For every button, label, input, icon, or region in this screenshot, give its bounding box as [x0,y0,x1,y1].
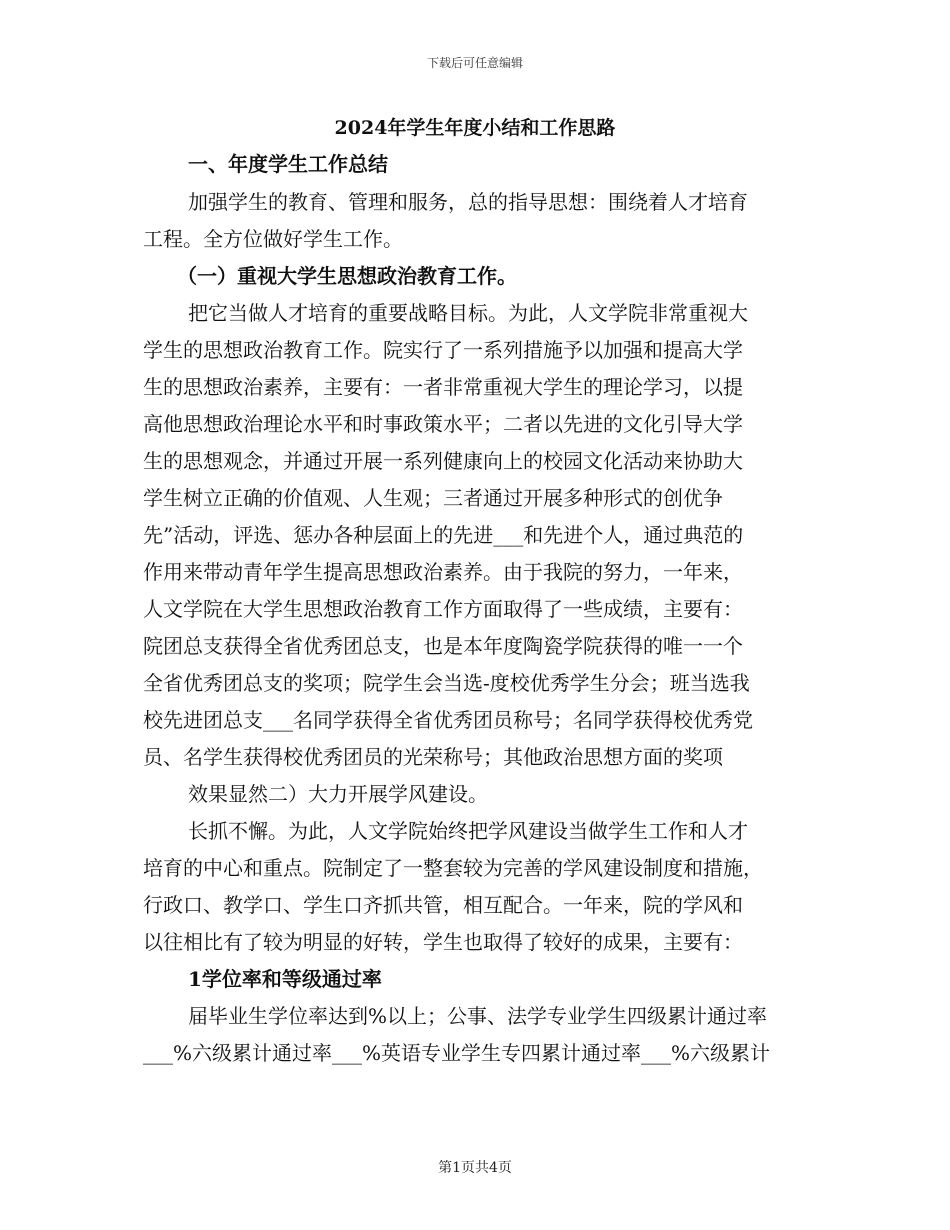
paragraph-line: 长抓不懈。为此，人文学院始终把学风建设当做学生工作和人才 [188,819,748,843]
section-heading: 一、年度学生工作总结 [188,152,388,176]
paragraph-line: 学生树立正确的价值观、人生观；三者通过开展多种形式的创优争 [143,486,723,510]
paragraph-line: 全省优秀团总支的奖项；院学生会当选-度校优秀学生分会；班当选我 [143,671,750,695]
paragraph-line: 工程。全方位做好学生工作。 [143,227,403,251]
document-title: 2024年学生年度小结和工作思路 [334,117,616,139]
paragraph-line: 培育的中心和重点。院制定了一整套较为完善的学风建设制度和措施， [143,856,763,880]
paragraph-line: 生的思想观念，并通过开展一系列健康向上的校园文化活动来协助大 [143,449,743,473]
paragraph-line: 学生的思想政治教育工作。院实行了一系列措施予以加强和提高大学 [143,338,743,362]
paragraph-line: 先”活动，评选、惩办各种层面上的先进___和先进个人，通过典范的 [143,523,744,547]
paragraph-line: 以往相比有了较为明显的好转，学生也取得了较好的成果，主要有： [143,930,743,954]
paragraph-line: 届毕业生学位率达到%以上；公事、法学专业学生四级累计通过率 [188,1004,768,1028]
paragraph-line: 人文学院在大学生思想政治教育工作方面取得了一些成绩，主要有： [143,597,743,621]
paragraph-line: 作用来带动青年学生提高思想政治素养。由于我院的努力，一年来， [143,560,743,584]
paragraph-line: 校先进团总支___名同学获得全省优秀团员称号；名同学获得校优秀党 [143,708,753,732]
paragraph-line: 行政口、教学口、学生口齐抓共管，相互配合。一年来，院的学风和 [143,893,743,917]
paragraph-line: 把它当做人才培育的重要战略目标。为此，人文学院非常重视大 [188,301,748,325]
paragraph-line: 加强学生的教育、管理和服务，总的指导思想：围绕着人才培育 [188,190,748,214]
section-heading: （一）重视大学生思想政治教育工作。 [177,264,517,288]
paragraph-line: 高他思想政治理论水平和时事政策水平；二者以先进的文化引导大学 [143,412,743,436]
paragraph-line: 生的思想政治素养，主要有：一者非常重视大学生的理论学习，以提 [143,375,743,399]
paragraph-line: 效果显然二）大力开展学风建设。 [188,782,488,806]
paragraph-line: ___%六级累计通过率___%英语专业学生专四累计通过率___%六级累计 [143,1041,771,1065]
paragraph-line: 员、名学生获得校优秀团员的光荣称号；其他政治思想方面的奖项 [143,745,723,769]
paragraph-line: 院团总支获得全省优秀团总支，也是本年度陶瓷学院获得的唯一一个 [143,634,743,658]
page-footer: 第1页共4页 [438,1160,512,1176]
page-header: 下载后可任意编辑 [426,56,523,70]
section-heading: 1学位率和等级通过率 [188,967,382,991]
